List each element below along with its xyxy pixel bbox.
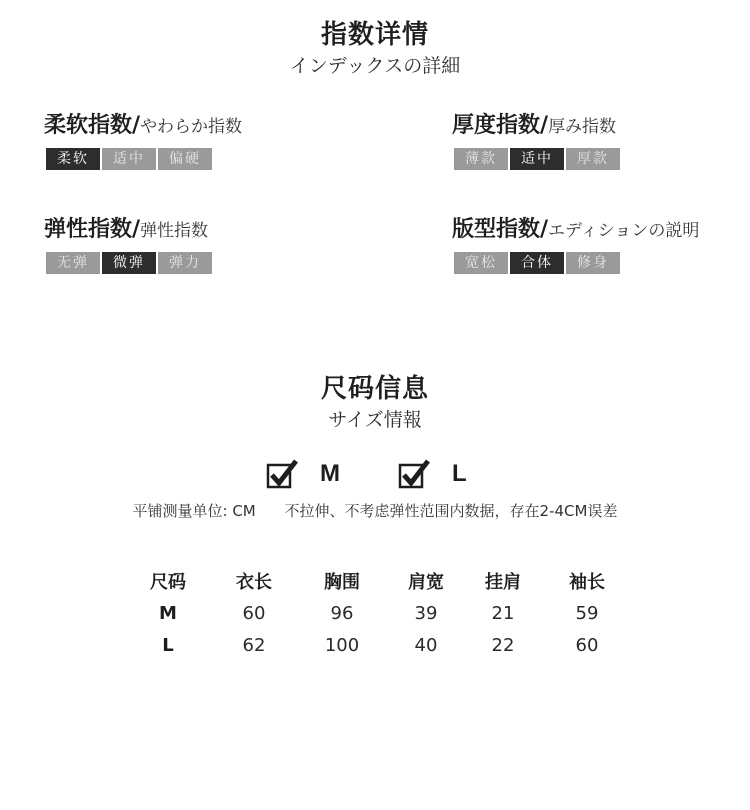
size-section-subtitle: サイズ情報: [328, 409, 422, 431]
table-cell: 60: [242, 602, 266, 624]
table-cell: 62: [242, 634, 266, 656]
size-table: [128, 565, 636, 661]
table-cell: 100: [324, 634, 360, 656]
table-cell: 39: [414, 602, 438, 624]
scale-option: 厚款: [566, 148, 620, 170]
index-scale: [46, 148, 212, 170]
measurement-unit-note: 平铺测量单位: CM: [132, 502, 256, 520]
size-section-title: 尺码信息: [320, 374, 429, 404]
measurement-note: [0, 500, 750, 521]
size-section-header: [0, 368, 750, 432]
column-header: 衣长: [236, 572, 272, 593]
measurement-error-note: 不拉伸、不考虑弹性范围内数据，存在2-4CM误差: [284, 502, 618, 520]
index-scale: [46, 252, 212, 274]
size-label: M: [320, 460, 340, 487]
table-cell: 22: [491, 634, 515, 656]
scale-option: 无弹: [46, 252, 100, 274]
column-header: 尺码: [150, 572, 186, 593]
index-section-subtitle: インデックスの詳細: [289, 55, 461, 77]
index-label-jp: やわらか指数: [140, 117, 243, 137]
index-section-title: 指数详情: [320, 20, 429, 50]
scale-option-selected: 微弹: [102, 252, 156, 274]
index-heading: 厚度指数/厚み指数: [452, 113, 617, 138]
table-cell-size: M: [159, 602, 177, 624]
index-thickness: [452, 112, 617, 167]
index-scale: [454, 252, 620, 274]
index-heading: 版型指数/エディションの説明: [452, 217, 700, 242]
size-label: L: [452, 460, 467, 487]
column-header: 胸围: [324, 572, 360, 593]
index-heading: 柔软指数/やわらか指数: [44, 113, 243, 138]
scale-option-selected: 柔软: [46, 148, 100, 170]
index-scale: [454, 148, 620, 170]
index-label-jp: エディションの説明: [548, 221, 700, 241]
size-option-m: [266, 458, 340, 490]
column-header: 袖长: [569, 572, 605, 593]
checkbox-checked-icon: [398, 459, 430, 489]
table-cell-size: L: [162, 634, 174, 656]
index-label-cn: 厚度指数: [452, 113, 541, 138]
index-label-cn: 弹性指数: [44, 217, 133, 242]
table-cell: 40: [414, 634, 438, 656]
scale-option-selected: 合体: [510, 252, 564, 274]
column-header: 肩宽: [408, 572, 444, 593]
index-fit: [452, 216, 700, 271]
size-option-l: [398, 458, 467, 490]
scale-option: 宽松: [454, 252, 508, 274]
column-header: 挂肩: [485, 572, 521, 593]
table-cell: 96: [330, 602, 354, 624]
table-cell: 21: [491, 602, 515, 624]
scale-option: 弹力: [158, 252, 212, 274]
table-header-row: [128, 565, 636, 597]
available-sizes: [0, 458, 750, 490]
scale-option: 偏硬: [158, 148, 212, 170]
index-label-jp: 弹性指数: [140, 221, 209, 241]
scale-option: 适中: [102, 148, 156, 170]
index-label-cn: 版型指数: [452, 217, 541, 242]
table-row: [128, 597, 636, 629]
index-elasticity: [44, 216, 209, 271]
index-label-cn: 柔软指数: [44, 113, 133, 138]
scale-option-selected: 适中: [510, 148, 564, 170]
scale-option: 修身: [566, 252, 620, 274]
index-section-header: [0, 14, 750, 78]
table-row: [128, 629, 636, 661]
index-label-jp: 厚み指数: [548, 117, 617, 137]
table-cell: 60: [575, 634, 599, 656]
index-heading: 弹性指数/弹性指数: [44, 217, 209, 242]
index-softness: [44, 112, 243, 167]
checkbox-checked-icon: [266, 459, 298, 489]
table-cell: 59: [575, 602, 599, 624]
scale-option: 薄款: [454, 148, 508, 170]
